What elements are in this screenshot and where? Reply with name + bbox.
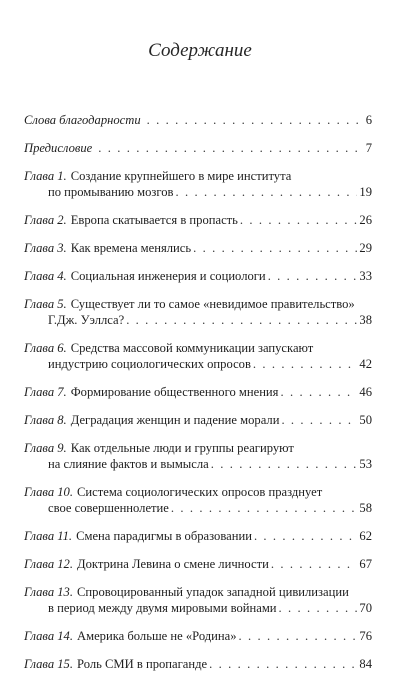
dot-leader: [126, 312, 357, 328]
toc-page-number: 53: [359, 457, 372, 471]
toc-chapter-label: Глава 9.: [24, 441, 67, 455]
toc-entry: [24, 268, 372, 284]
toc-line: [24, 240, 372, 256]
dot-leader: [268, 268, 358, 284]
toc-line: [24, 456, 372, 472]
toc-chapter-label: Глава 5.: [24, 297, 67, 311]
toc-chapter-title: Средства массовой коммуникации запускают: [70, 341, 314, 355]
dot-leader: [240, 212, 357, 228]
toc-chapter-title: Доктрина Левина о смене личности: [77, 557, 269, 571]
toc-page-number: 42: [359, 357, 372, 371]
toc-chapter-title: Спровоцированный упадок западной цивилизации: [77, 585, 349, 599]
dot-leader: [271, 556, 358, 572]
toc-chapter-title: Как отдельные люди и группы реагируют: [70, 441, 294, 455]
toc-page-number: 26: [359, 213, 372, 227]
toc-entry: [24, 296, 372, 328]
dot-leader: [254, 528, 357, 544]
toc-line: [24, 584, 372, 600]
toc-chapter-label: Глава 12.: [24, 557, 74, 571]
toc-chapter-title: Существует ли то самое «невидимое правительство»: [70, 297, 355, 311]
toc-entry: [24, 412, 372, 428]
toc-page-number: 58: [359, 501, 372, 515]
toc-chapter-title: Европа скатывается в пропасть: [70, 213, 238, 227]
toc-chapter-title-continued: в период между двумя мировыми войнами: [48, 601, 277, 615]
toc-chapter-label: Глава 13.: [24, 585, 74, 599]
toc-page-number: 50: [359, 413, 372, 427]
toc-line: [24, 384, 372, 400]
toc-line: [24, 296, 372, 312]
toc-entry: [24, 112, 372, 128]
toc-chapter-label: Слова благодарности: [24, 113, 141, 127]
toc-chapter-title: Деградация женщин и падение морали: [70, 413, 280, 427]
toc-chapter-title: Роль СМИ в пропаганде: [77, 657, 208, 671]
toc-line: [24, 500, 372, 516]
toc-page-number: 33: [359, 269, 372, 283]
toc-chapter-label: Предисловие: [24, 141, 93, 155]
toc-chapter-label: Глава 6.: [24, 341, 67, 355]
toc-page-number: 7: [365, 141, 372, 155]
toc-chapter-label: Глава 2.: [24, 213, 67, 227]
dot-leader: [193, 240, 357, 256]
toc-line: [24, 312, 372, 328]
toc-entry: [24, 484, 372, 516]
toc-line: [24, 140, 372, 156]
toc-line: [24, 440, 372, 456]
toc-chapter-label: Глава 7.: [24, 385, 67, 399]
toc-entry: [24, 556, 372, 572]
toc-list: [24, 112, 372, 684]
dot-leader: [239, 628, 358, 644]
toc-entry: [24, 656, 372, 672]
toc-chapter-title: Смена парадигмы в образовании: [76, 529, 252, 543]
toc-chapter-label: Глава 3.: [24, 241, 67, 255]
toc-entry: [24, 384, 372, 400]
toc-page-number: 76: [359, 629, 372, 643]
toc-page-number: 29: [359, 241, 372, 255]
toc-line: [24, 412, 372, 428]
toc-chapter-title: Система социологических опросов празднует: [77, 485, 323, 499]
dot-leader: [280, 384, 357, 400]
toc-entry: [24, 140, 372, 156]
toc-page-number: 19: [359, 185, 372, 199]
toc-chapter-title-continued: по промыванию мозгов: [48, 185, 174, 199]
toc-line: [24, 184, 372, 200]
toc-page-number: 6: [365, 113, 372, 127]
toc-entry: [24, 528, 372, 544]
toc-chapter-label: Глава 14.: [24, 629, 74, 643]
toc-line: [24, 484, 372, 500]
toc-line: [24, 600, 372, 616]
dot-leader: [171, 500, 358, 516]
dot-leader: [281, 412, 357, 428]
toc-chapter-title: Как времена менялись: [70, 241, 192, 255]
toc-chapter-title-continued: Г.Дж. Уэллса?: [48, 313, 125, 327]
toc-chapter-label: Глава 15.: [24, 657, 74, 671]
dot-leader: [253, 356, 357, 372]
toc-line: [24, 356, 372, 372]
dot-leader: [209, 656, 357, 672]
page-title: Содержание: [148, 40, 252, 61]
toc-line: [24, 212, 372, 228]
toc-entry: [24, 584, 372, 616]
dot-leader: [279, 600, 358, 616]
toc-chapter-title: Америка больше не «Родина»: [77, 629, 237, 643]
dot-leader: [147, 112, 364, 128]
toc-entry: [24, 628, 372, 644]
toc-chapter-title-continued: свое совершеннолетие: [48, 501, 169, 515]
toc-line: [24, 628, 372, 644]
toc-entry: [24, 440, 372, 472]
toc-page-number: 70: [359, 601, 372, 615]
toc-chapter-label: Глава 8.: [24, 413, 67, 427]
toc-page-number: 84: [359, 657, 372, 671]
toc-chapter-label: Глава 4.: [24, 269, 67, 283]
toc-page-number: 62: [359, 529, 372, 543]
toc-entry: [24, 212, 372, 228]
toc-line: [24, 340, 372, 356]
toc-line: [24, 656, 372, 672]
toc-entry: [24, 240, 372, 256]
toc-page-number: 46: [359, 385, 372, 399]
toc-chapter-title-continued: индустрию социологических опросов: [48, 357, 251, 371]
toc-page-number: 38: [359, 313, 372, 327]
dot-leader: [175, 184, 357, 200]
toc-line: [24, 168, 372, 184]
toc-entry: [24, 340, 372, 372]
toc-entry: [24, 168, 372, 200]
toc-line: [24, 112, 372, 128]
toc-chapter-title-continued: на слияние фактов и вымысла: [48, 457, 209, 471]
dot-leader: [98, 140, 363, 156]
toc-chapter-label: Глава 1.: [24, 169, 67, 183]
toc-chapter-label: Глава 10.: [24, 485, 74, 499]
toc-chapter-title: Создание крупнейшего в мире института: [70, 169, 292, 183]
dot-leader: [211, 456, 358, 472]
toc-chapter-label: Глава 11.: [24, 529, 73, 543]
toc-chapter-title: Формирование общественного мнения: [70, 385, 279, 399]
toc-line: [24, 528, 372, 544]
toc-line: [24, 268, 372, 284]
toc-line: [24, 556, 372, 572]
toc-page-number: 67: [359, 557, 372, 571]
toc-chapter-title: Социальная инженерия и социологи: [70, 269, 266, 283]
